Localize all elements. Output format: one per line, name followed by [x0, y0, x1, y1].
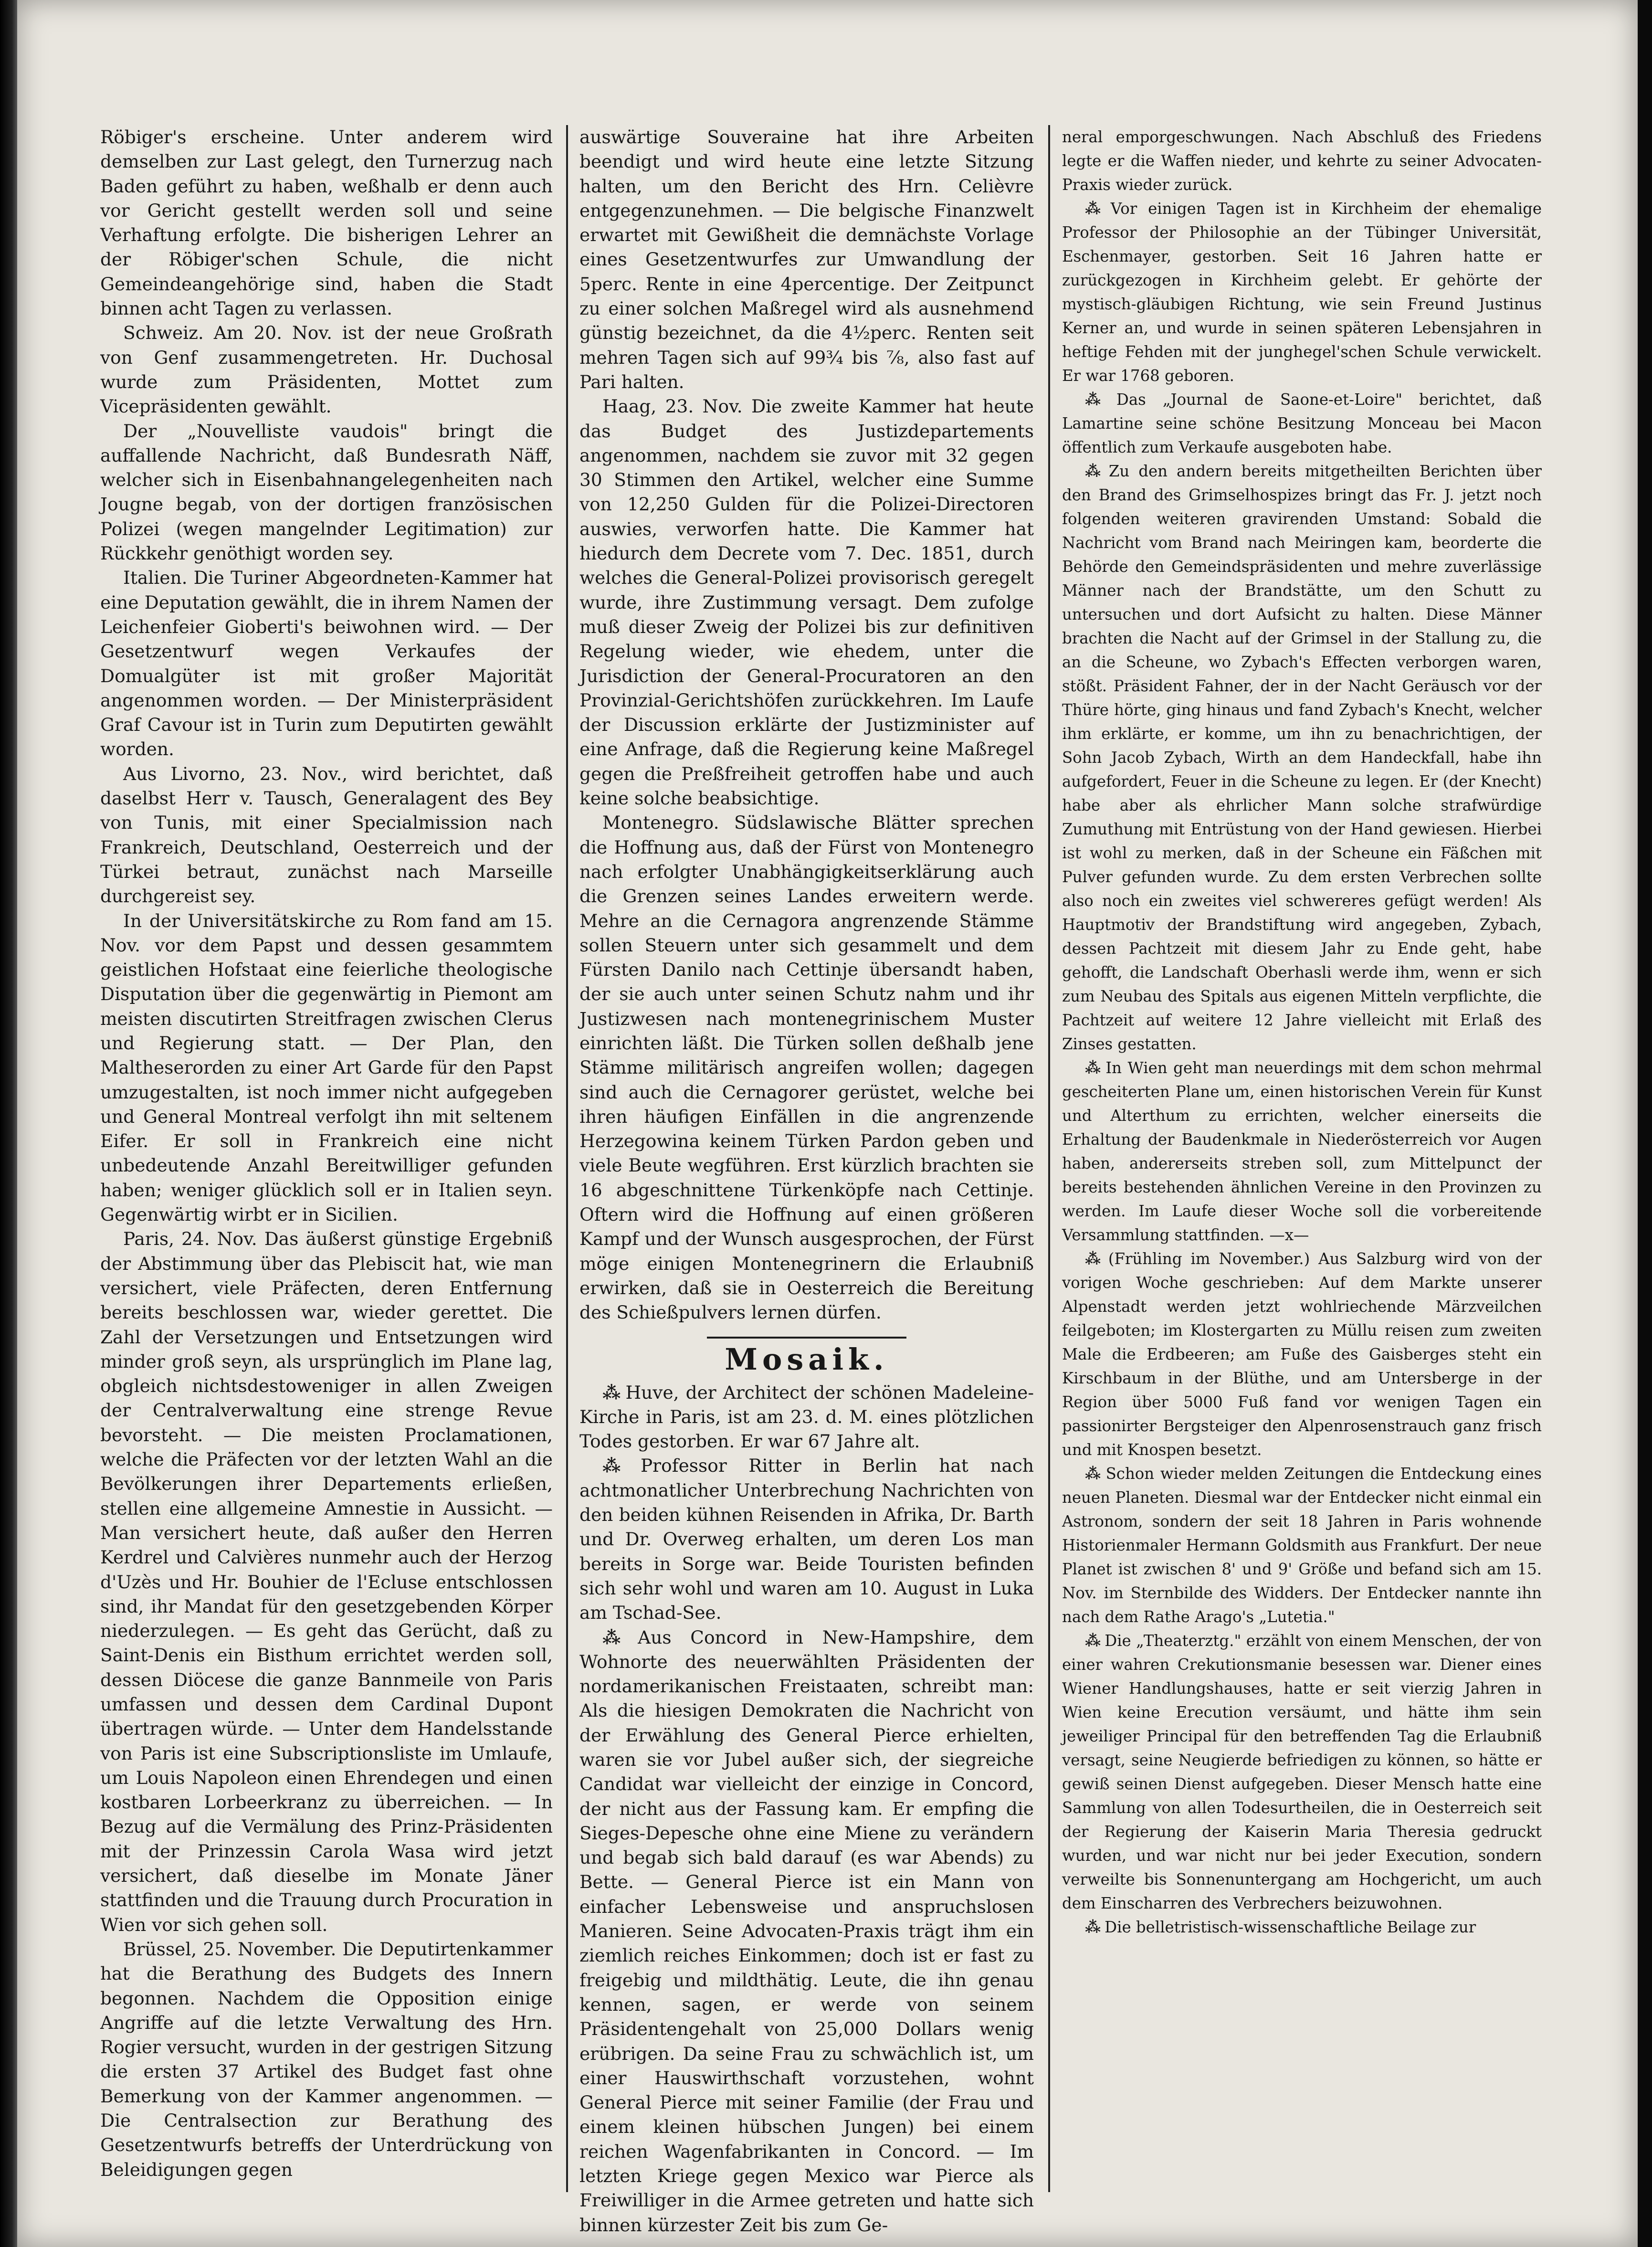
section-title-mosaik: Mosaik. — [725, 1341, 889, 1377]
mosaik-item-text: Schon wieder melden Zeitungen die Entdeckung eines neuen Planeten. Diesmal war der Entdecker nicht einmal ein Astronom, sondern der seit 18 Jahren in Paris wohnende Historienmaler Hermann Goldsmith aus Frankfurt. Der neue Planet ist zwischen 8' und 9' Größe und befand sich am 15. Nov. im Sternbilde des Widders. Der Entdecker nannte ihn nach dem Rathe Arago's „Lutetia." — [1062, 1465, 1542, 1626]
paragraph-rom: In der Universitätskirche zu Rom fand am 15. Nov. vor dem Papst und dessen gesammtem geistlichen Hofstaat eine feierliche theologische Disputation über die gegenwärtig in Piemont am meisten discutirten Streitfragen zwischen Clerus und Regierung statt. — Der Plan, den Maltheserorden zu einer Art Garde für den Papst umzugestalten, ist noch immer nicht aufgegeben und General Montreal verfolgt ihn mit seltenem Eifer. Er soll in Frankreich eine nicht unbedeutende Anzahl Bereitwilliger gefunden haben; weniger glücklich soll er in Italien seyn. Gegenwärtig wirbt er in Sicilien. — [100, 910, 553, 1225]
mosaik-item — [1062, 459, 1542, 1056]
column-divider-1 — [566, 125, 568, 2192]
paragraph: Der „Nouvelliste vaudois" bringt die auffallende Nachricht, daß Bundesrath Näff, welcher sich in Eisenbahnangelegenheiten nach Jougne begab, von der dortigen französischen Polizei (wegen mangelnder Legitimation) zur Rückkehr genöthigt worden sey. — [100, 420, 553, 564]
mosaik-item — [1062, 197, 1542, 388]
asterism-icon: ⁂ — [1085, 1059, 1103, 1077]
scan-left-edge — [0, 0, 17, 2247]
mosaik-item-text: Aus Concord in New-Hampshire, dem Wohnorte des neuerwählten Präsidenten der nordamerikanischen Freistaaten, schreibt man: Als die hiesigen Demokraten die Nachricht von der Erwählung des General Pierce erhielten, waren sie vor Jubel außer sich, der siegreiche Candidat war vielleicht der einzige in Concord, der nicht aus der Fassung kam. Er empfing die Sieges-Depesche ohne eine Miene zu verändern und begab sich bald darauf (es war Abends) zu Bette. — General Pierce ist ein Mann von einfacher Lebensweise und anspruchslosen Manieren. Seine Advocaten-Praxis trägt ihm ein ziemlich reiches Einkommen; doch ist er fast zu freigebig und mildthätig. Leute, die ihn genau kennen, sagen, er werde von seinem Präsidentengehalt von 25,000 Dollars wenig erübrigen. Da seine Frau zu schwächlich ist, um einer Hauswirthschaft vorzustehen, wohnt General Pierce mit seiner Familie (der Frau und einem kleinen hübschen Jungen) bei einem reichen Wagenfabrikanten in Concord. — Im letzten Kriege gegen Mexico war Pierce als Freiwilliger in die Armee getreten und hatte sich binnen kürzester Zeit bis zum Ge- — [579, 1626, 1034, 2236]
paragraph-montenegro: Montenegro. Südslawische Blätter sprechen die Hoffnung aus, daß der Fürst von Montenegro nach erfolgter Unabhängigkeitserklärung auch die Grenzen seines Landes erweitern werde. Mehre an die Cernagora angrenzende Stämme sollen Steuern unter sich gesammelt und dem Fürsten Danilo nach Cettinje übersandt haben, der sie auch unter seinen Schutz nahm und ihr Justizwesen nach montenegrinischem Muster einrichten läßt. Die Türken sollen deßhalb jene Stämme militärisch angreifen wollen; dagegen sind auch die Cernagorer gerüstet, welche bei ihren häufigen Einfällen in die angrenzende Herzegowina keinem Türken Pardon geben und viele Beute wegführen. Erst kürzlich brachten sie 16 abgeschnittene Türkenköpfe nach Cettinje. Oftern wird die Hoffnung auf einen größeren Kampf und der Wunsch ausgesprochen, der Fürst möge einigen Montenegrinern die Erlaubniß erwirken, daß sie in Oesterreich die Bereitung des Schießpulvers lernen dürfen. — [579, 812, 1034, 1323]
paragraph-livorno: Aus Livorno, 23. Nov., wird berichtet, daß daselbst Herr v. Tausch, Generalagent des Bey von Tunis, mit einer Specialmission nach Frankreich, Deutschland, Oesterreich und der Türkei betraut, zunächst nach Marseille durchgereist sey. — [100, 763, 553, 907]
mosaik-item-text: Die „Theaterztg." erzählt von einem Menschen, der von einer wahren Crekutionsmanie besessen war. Diener eines Wiener Handlungshauses, hatte er seit vierzig Jahren in Wien keine Erecution versäumt, und hätte ihm sein jeweiliger Principal für den betreffenden Tag die Erlaubniß versagt, seine Neugierde befriedigen zu können, so hätte er gewiß seinen Dienst aufgegeben. Dieser Mensch hatte eine Sammlung von allen Todesurtheilen, die in Oesterreich seit der Regierung der Kaiserin Maria Theresia gedruckt wurden, und war nicht nur bei jeder Execution, sondern verweilte bis Sonnenuntergang am Hochgericht, um auch dem Einscharren des Verbrechers beizuwohnen. — [1062, 1632, 1542, 1912]
mosaik-item — [1062, 1462, 1542, 1629]
mosaik-item-text: Professor Ritter in Berlin hat nach achtmonatlicher Unterbrechung Nachrichten von den beiden kühnen Reisenden in Afrika, Dr. Barth und Dr. Overweg erhalten, um deren Los man bereits in Sorge war. Beide Touristen befinden sich sehr wohl und waren am 10. August in Luka am Tschad-See. — [579, 1455, 1034, 1624]
paragraph: neral emporgeschwungen. Nach Abschluß des Friedens legte er die Waffen nieder, und kehrte zu seiner Advocaten-Praxis wieder zurück. — [1062, 128, 1542, 194]
mosaik-item — [1062, 1056, 1542, 1247]
mosaik-item — [1062, 1629, 1542, 1915]
mosaik-item-text: Vor einigen Tagen ist in Kirchheim der ehemalige Professor der Philosophie an der Tübinger Universität, Eschenmayer, gestorben. Seit 16 Jahren hatte er zurückgezogen in Kirchheim gelebt. Er gehörte der mystisch-gläubigen Richtung, wie sein Freund Justinus Kerner an, und wurde in seinen späteren Lebensjahren in heftige Fehden mit der junghegel'schen Schule verwickelt. Er war 1768 geboren. — [1062, 200, 1542, 385]
paragraph-haag: Haag, 23. Nov. Die zweite Kammer hat heute das Budget des Justizdepartements angenommen, nachdem sie zuvor mit 32 gegen 30 Stimmen den Artikel, welcher eine Summe von 12,250 Gulden für die Polizei-Directoren auswies, verworfen hatte. Die Kammer hat hiedurch dem Decrete vom 7. Dec. 1851, durch welches die General-Polizei provisorisch geregelt wurde, ihre Zustimmung versagt. Dem zufolge muß dieser Zweig der Polizei bis zur definitiven Regelung wieder, wie ehedem, unter die Jurisdiction der General-Procuratoren an den Provinzial-Gerichtshöfen zurückkehren. Im Laufe der Discussion erklärte der Justizminister auf eine Anfrage, daß die Regierung keine Maßregel gegen die Preßfreiheit getroffen habe und auch keine solche beabsichtige. — [579, 396, 1034, 809]
section-separator — [707, 1337, 907, 1339]
mosaik-item-text: Huve, der Architect der schönen Madeleine-Kirche in Paris, ist am 23. d. M. eines plötzlichen Todes gestorben. Er war 67 Jahre alt. — [579, 1382, 1034, 1452]
asterism-icon: ⁂ — [1085, 462, 1106, 480]
paragraph-paris: Paris, 24. Nov. Das äußerst günstige Ergebniß der Abstimmung über das Plebiscit hat, wie man versichert, viele Präfecten, deren Entfernung bereits beschlossen war, wieder gerettet. Die Zahl der Versetzungen und Entsetzungen wird minder groß seyn, als ursprünglich im Plane lag, obgleich nichtsdestoweniger in allen Zweigen der Centralverwaltung eine strenge Revue bevorsteht. — Die meisten Proclamationen, welche die Präfecten vor der letzten Wahl an die Bevölkerungen ihrer Departements erließen, stellen eine allgemeine Amnestie in Aussicht. — Man versichert heute, daß außer den Herren Kerdrel und Calvières nunmehr auch der Herzog d'Uzès und Hr. Bouhier de l'Ecluse entschlossen sind, ihr Mandat für den gesetzgebenden Körper niederzulegen. — Es geht das Gerücht, daß zu Saint-Denis ein Bisthum errichtet werden soll, dessen Diöcese die ganze Bannmeile von Paris umfassen und dessen dem Cardinal Dupont übertragen würde. — Unter dem Handelsstande von Paris ist eine Subscriptionsliste im Umlaufe, um Louis Napoleon einen Ehrendegen und einen kostbaren Lorbeerkranz zu überreichen. — In Bezug auf die Vermälung des Prinz-Präsidenten mit der Prinzessin Carola Wasa wird jetzt versichert, daß dieselbe im Monate Jäner stattfinden und die Trauung durch Procuration in Wien vor sich gehen soll. — [100, 1228, 553, 1935]
mosaik-item — [1062, 1915, 1542, 1939]
mosaik-item — [1062, 1247, 1542, 1462]
mosaik-item — [1062, 388, 1542, 459]
asterism-icon: ⁂ — [1085, 200, 1108, 218]
asterism-icon: ⁂ — [602, 1626, 635, 1648]
mosaik-item — [579, 1381, 1034, 1454]
asterism-icon: ⁂ — [1085, 1465, 1103, 1483]
asterism-icon: ⁂ — [1085, 1632, 1102, 1650]
asterism-icon: ⁂ — [602, 1382, 623, 1403]
column-1 — [100, 125, 553, 2187]
asterism-icon: ⁂ — [1085, 390, 1114, 409]
mosaik-item-text: Zu den andern bereits mitgetheilten Berichten über den Brand des Grimselhospizes bringt das Fr. J. jetzt noch folgenden weiteren gravirenden Umstand: Sobald die Nachricht vom Brand nach Meiringen kam, beorderte die Behörde den Gemeindspräsidenten und mehre zuverlässige Männer nach der Brandstätte, um den Schutt zu untersuchen und dort Aufsicht zu halten. Diese Männer brachten die Nacht auf der Grimsel in der Stallung zu, die an die Scheune, wo Zybach's Effecten verborgen waren, stößt. Präsident Fahner, der in der Nacht Geräusch vor der Thüre hörte, ging hinaus und fand Zybach's Knecht, welcher ihm erklärte, er komme, um ihn zu benachrichtigen, der Sohn Jacob Zybach, Wirth an dem Handeckfall, habe ihn aufgefordert, Feuer in die Scheune zu legen. Er (der Knecht) habe aber als ehrlicher Mann solche strafwürdige Zumuthung mit Entrüstung von der Hand gewiesen. Hierbei ist wohl zu merken, daß in der Scheune ein Fäßchen mit Pulver gefunden wurde. Zu dem ersten Verbrechen sollte also noch ein zweites viel schwereres gefügt werden! Als Hauptmotiv der Brandstiftung wird angegeben, Zybach, dessen Pachtzeit mit diesem Jahr zu Ende geht, habe gehofft, die Landschaft Oberhasli werde ihm, wenn er sich zum Neubau des Spitals aus eigenen Mitteln verpflichte, die Pachtzeit auf weitere 12 Jahre vielleicht mit Erlaß des Zinses gestatten. — [1062, 462, 1542, 1053]
mosaik-item — [579, 1454, 1034, 1625]
mosaik-item — [579, 1625, 1034, 2237]
mosaik-item-text: (Frühling im November.) Aus Salzburg wird von der vorigen Woche geschrieben: Auf dem Markte unserer Alpenstadt werden jetzt wohlriechende Märzveilchen feilgeboten; im Klostergarten zu Müllu reisen zum zweiten Male die Erdbeeren; am Fuße des Gaisberges steht ein Kirschbaum in der Blüthe, und am Untersberge in der Region über 5000 Fuß fand vor wenigen Tagen ein passionirter Bergsteiger den Alpenrosenstrauch ganz frisch und mit Knospen besetzt. — [1062, 1250, 1542, 1459]
asterism-icon: ⁂ — [602, 1455, 638, 1477]
asterism-icon: ⁂ — [1085, 1250, 1105, 1268]
mosaik-item-text: Die belletristisch-wissenschaftliche Beilage zur — [1105, 1918, 1476, 1936]
paragraph-schweiz: Schweiz. Am 20. Nov. ist der neue Großrath von Genf zusammengetreten. Hr. Duchosal wurde zum Präsidenten, Mottet zum Vicepräsidenten gewählt. — [100, 322, 553, 417]
column-divider-2 — [1048, 125, 1050, 2192]
paragraph: Röbiger's erscheine. Unter anderem wird demselben zur Last gelegt, den Turnerzug nach Baden geführt zu haben, weßhalb er denn auch vor Gericht gestellt werden soll und seine Verhaftung erfolgte. Die bisherigen Lehrer an der Röbiger'schen Schule, die nicht Gemeindeangehörige sind, haben die Stadt binnen acht Tagen zu verlassen. — [100, 127, 553, 319]
paragraph: auswärtige Souveraine hat ihre Arbeiten beendigt und wird heute eine letzte Sitzung halten, um den Bericht des Hrn. Celièvre entgegenzunehmen. — Die belgische Finanzwelt erwartet mit Gewißheit die demnächste Vorlage eines Gesetzentwurfes zur Umwandlung der 5perc. Rente in eine 4percentige. Der Zeitpunct zu einer solchen Maßregel wird als ausnehmend günstig bezeichnet, da die 4½perc. Renten seit mehren Tagen sich auf 99¾ bis ⅞, also fast auf Pari halten. — [579, 127, 1034, 392]
asterism-icon: ⁂ — [1085, 1918, 1102, 1936]
column-2 — [579, 125, 1034, 2236]
mosaik-item-text: Das „Journal de Saone-et-Loire" berichtet, daß Lamartine seine schöne Besitzung Monceau bei Macon öffentlich zum Verkaufe ausgeboten habe. — [1062, 390, 1542, 456]
column-3 — [1062, 125, 1542, 2187]
scan-right-edge — [1638, 0, 1652, 2247]
paragraph-italien: Italien. Die Turiner Abgeordneten-Kammer hat eine Deputation gewählt, die in ihrem Namen der Leichenfeier Gioberti's beiwohnen wird. — Der Gesetzentwurf wegen Verkaufes der Domualgüter ist mit großer Majorität angenommen worden. — Der Ministerpräsident Graf Cavour ist in Turin zum Deputirten gewählt worden. — [100, 567, 553, 760]
mosaik-item-text: In Wien geht man neuerdings mit dem schon mehrmal gescheiterten Plane um, einen historischen Verein für Kunst und Alterthum zu errichten, welcher einerseits die Erhaltung der Baudenkmale in Niederösterreich vor Augen haben, andererseits streben soll, zum Mittelpunct der bereits bestehenden ähnlichen Vereine in den Provinzen zu werden. Im Laufe dieser Woche soll die vorbereitende Versammlung stattfinden. —x— — [1062, 1059, 1542, 1244]
paragraph-bruessel: Brüssel, 25. November. Die Deputirtenkammer hat die Berathung des Budgets des Innern begonnen. Nachdem die Opposition einige Angriffe auf die letzte Verwaltung des Hrn. Rogier versucht, wurden in der gestrigen Sitzung die ersten 37 Artikel des Budget fast ohne Bemerkung von der Kammer angenommen. — Die Centralsection zur Berathung des Gesetzentwurfs betreffs der Unterdrückung von Beleidigungen gegen — [100, 1938, 553, 2180]
